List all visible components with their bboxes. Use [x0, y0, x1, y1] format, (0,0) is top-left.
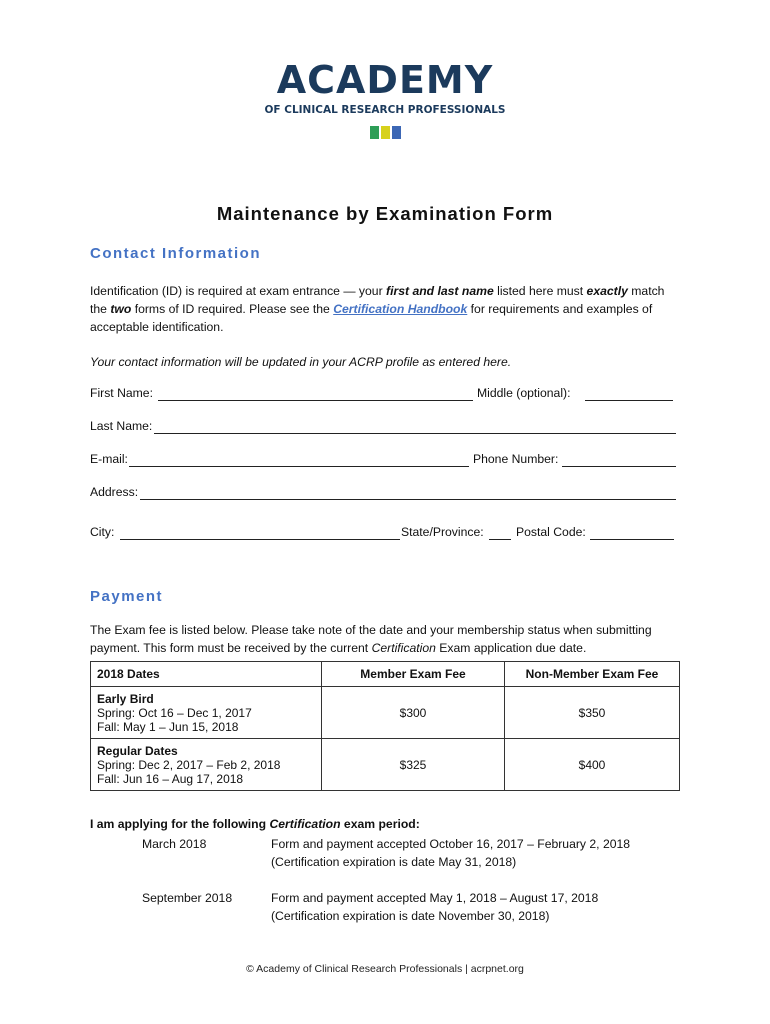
period-march-details: Form and payment accepted October 16, 2017 – February 2, 2018 (Certification expiration is date May 31, 2018) — [271, 837, 631, 869]
page-title: Maintenance by Examination Form — [216, 203, 554, 224]
address-label: Address: — [90, 485, 139, 499]
first-name-label: First Name: — [90, 386, 153, 400]
table-cell-dates: Regular Dates Spring: Dec 2, 2017 – Feb 2, 2018 Fall: Jun 16 – Aug 17, 2018 — [91, 739, 322, 791]
postal-label: Postal Code: — [516, 525, 586, 539]
state-field[interactable] — [489, 539, 511, 540]
table-row — [91, 739, 680, 791]
id-requirement-text: Identification (ID) is required at exam entrance — your first and last name listed here must exactly match the two forms of ID required. Please see the Certification Handbook for requirements and examples of acceptable identification. — [90, 284, 665, 334]
table-header-member: Member Exam Fee — [322, 662, 505, 687]
name-row — [90, 386, 680, 404]
email-field[interactable] — [129, 466, 469, 467]
table-header-row — [91, 662, 680, 687]
period-september-details: Form and payment accepted May 1, 2018 – August 17, 2018 (Certification expiration is date November 30, 2018) — [271, 891, 599, 923]
table-row — [91, 687, 680, 739]
city-label: City: — [90, 525, 115, 539]
address-row — [90, 485, 680, 503]
certification-handbook-link[interactable]: Certification Handbook — [333, 302, 468, 316]
state-label: State/Province: — [401, 525, 484, 539]
phone-label: Phone Number: — [473, 452, 559, 466]
logo-square-yellow — [381, 126, 390, 139]
middle-name-label: Middle (optional): — [477, 386, 571, 400]
payment-heading: Payment — [90, 588, 164, 605]
email-label: E-mail: — [90, 452, 128, 466]
city-field[interactable] — [120, 539, 400, 540]
last-name-label: Last Name: — [90, 419, 153, 433]
table-cell-nonmember-fee: $350 — [505, 687, 680, 739]
exam-period-heading: I am applying for the following Certification exam period: — [90, 817, 420, 831]
logo-title: ACADEMY — [276, 58, 494, 102]
table-header-nonmember: Non-Member Exam Fee — [505, 662, 680, 687]
table-cell-member-fee: $300 — [322, 687, 505, 739]
contact-heading: Contact Information — [90, 245, 261, 262]
logo-subtitle: OF CLINICAL RESEARCH PROFESSIONALS — [264, 104, 506, 116]
logo-square-green — [370, 126, 379, 139]
table-cell-nonmember-fee: $400 — [505, 739, 680, 791]
address-field[interactable] — [140, 499, 676, 500]
first-name-field[interactable] — [158, 400, 473, 401]
logo-squares — [0, 126, 770, 140]
update-note: Your contact information will be updated in your ACRP profile as entered here. — [90, 355, 512, 369]
middle-name-field[interactable] — [585, 400, 673, 401]
table-header-dates: 2018 Dates — [91, 662, 322, 687]
last-name-row — [90, 419, 680, 437]
period-march-name: March 2018 — [142, 837, 207, 851]
last-name-field[interactable] — [154, 433, 676, 434]
payment-text: The Exam fee is listed below. Please take note of the date and your membership status when submitting payment. This form must be received by the current Certification Exam application due date. — [90, 623, 652, 655]
table-cell-dates: Early Bird Spring: Oct 16 – Dec 1, 2017 Fall: May 1 – Jun 15, 2018 — [91, 687, 322, 739]
logo-square-blue — [392, 126, 401, 139]
period-september-name: September 2018 — [142, 891, 233, 905]
phone-field[interactable] — [562, 466, 676, 467]
email-phone-row — [90, 452, 680, 470]
table-cell-member-fee: $325 — [322, 739, 505, 791]
footer-copyright: © Academy of Clinical Research Professionals | acrpnet.org — [246, 963, 524, 975]
fee-table — [90, 661, 680, 791]
postal-field[interactable] — [590, 539, 674, 540]
academy-logo — [0, 60, 770, 140]
city-state-row — [90, 525, 680, 543]
